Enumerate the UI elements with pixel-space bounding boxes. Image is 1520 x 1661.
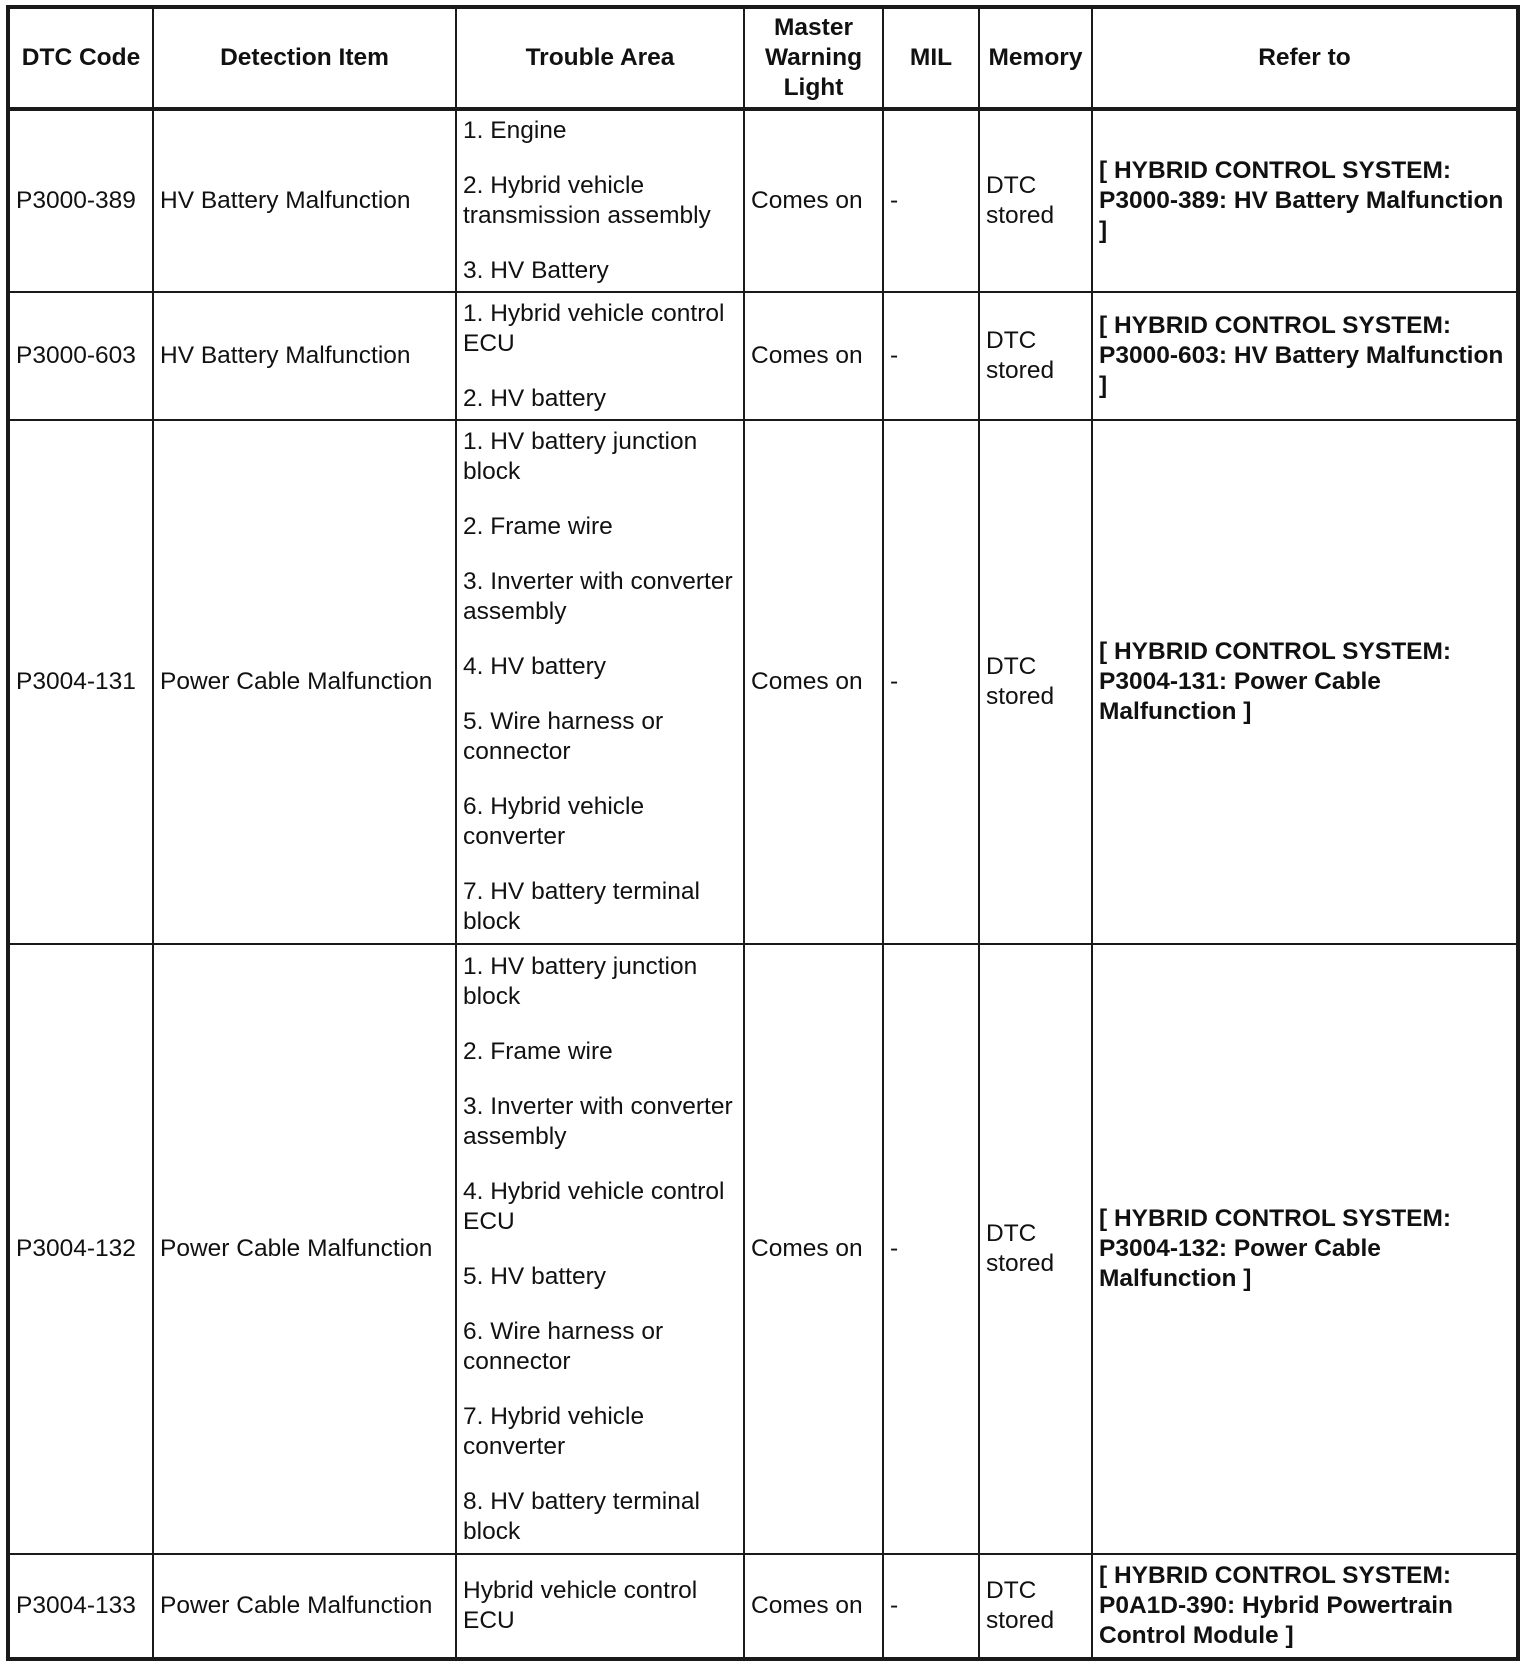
header-master-warning-light: Master Warning Light — [744, 7, 883, 109]
memory-cell: DTC stored — [979, 109, 1092, 292]
detection-item-cell: Power Cable Malfunction — [153, 944, 456, 1554]
trouble-area-item: 6. Wire harness or connector — [463, 1317, 664, 1375]
header-trouble-area: Trouble Area — [456, 7, 744, 109]
refer-to-cell — [1092, 420, 1518, 944]
header-refer-to: Refer to — [1092, 7, 1518, 109]
trouble-area-list — [463, 299, 737, 414]
dtc-code-cell: P3000-603 — [8, 292, 153, 420]
table-row — [8, 420, 1518, 944]
trouble-area-item: 1. HV battery junction block — [463, 952, 698, 1010]
header-row — [8, 7, 1518, 109]
master-warning-light-cell: Comes on — [744, 944, 883, 1554]
trouble-area-item: 3. HV Battery — [463, 257, 609, 284]
dtc-code-cell: P3004-132 — [8, 944, 153, 1554]
trouble-area-item: 3. Inverter with converter assembly — [463, 568, 733, 625]
trouble-area-item: 4. Hybrid vehicle control ECU — [463, 1177, 725, 1235]
header-mil: MIL — [883, 7, 979, 109]
trouble-area-item: Hybrid vehicle control ECU — [463, 1577, 698, 1634]
master-warning-light-cell: Comes on — [744, 420, 883, 944]
table-row — [8, 944, 1518, 1554]
trouble-area-list — [463, 116, 737, 286]
memory-cell: DTC stored — [979, 292, 1092, 420]
trouble-area-item: 1. Engine — [463, 117, 567, 144]
refer-to-cell — [1092, 109, 1518, 292]
trouble-area-item: 2. Frame wire — [463, 1037, 613, 1065]
detection-item-cell: HV Battery Malfunction — [153, 109, 456, 292]
trouble-area-item: 7. HV battery terminal block — [463, 878, 700, 935]
dtc-table — [6, 5, 1520, 1661]
detection-item-cell: HV Battery Malfunction — [153, 292, 456, 420]
dtc-code-cell: P3004-131 — [8, 420, 153, 944]
mil-cell: - — [883, 420, 979, 944]
mil-cell: - — [883, 1554, 979, 1659]
trouble-area-item: 4. HV battery — [463, 653, 606, 680]
refer-to-cell — [1092, 1554, 1518, 1659]
memory-cell: DTC stored — [979, 420, 1092, 944]
mil-cell: - — [883, 944, 979, 1554]
detection-item-cell: Power Cable Malfunction — [153, 1554, 456, 1659]
trouble-area-cell — [456, 1554, 744, 1659]
trouble-area-item: 3. Inverter with converter assembly — [463, 1092, 733, 1150]
header-dtc-code: DTC Code — [8, 7, 153, 109]
refer-to-link[interactable]: [ HYBRID CONTROL SYSTEM: P0A1D-390: Hybrid Powertrain Control Module ] — [1099, 1562, 1453, 1649]
trouble-area-item: 1. Hybrid vehicle control ECU — [463, 299, 725, 357]
refer-to-cell — [1092, 292, 1518, 420]
refer-to-link[interactable]: [ HYBRID CONTROL SYSTEM: P3004-132: Power Cable Malfunction ] — [1099, 1205, 1452, 1292]
trouble-area-item: 2. HV battery — [463, 384, 606, 412]
refer-to-link[interactable]: [ HYBRID CONTROL SYSTEM: P3000-603: HV Battery Malfunction ] — [1099, 312, 1504, 399]
trouble-area-cell — [456, 420, 744, 944]
dtc-code-cell: P3004-133 — [8, 1554, 153, 1659]
trouble-area-cell — [456, 292, 744, 420]
header-memory: Memory — [979, 7, 1092, 109]
dtc-code-cell: P3000-389 — [8, 109, 153, 292]
refer-to-cell — [1092, 944, 1518, 1554]
trouble-area-item: 5. HV battery — [463, 1262, 606, 1290]
memory-cell: DTC stored — [979, 1554, 1092, 1659]
trouble-area-item: 5. Wire harness or connector — [463, 708, 664, 765]
trouble-area-item: 6. Hybrid vehicle converter — [463, 793, 645, 850]
table-row — [8, 292, 1518, 420]
trouble-area-item: 2. Hybrid vehicle transmission assembly — [463, 172, 711, 229]
table-row — [8, 109, 1518, 292]
trouble-area-item: 2. Frame wire — [463, 513, 613, 540]
mil-cell: - — [883, 109, 979, 292]
header-detection-item: Detection Item — [153, 7, 456, 109]
memory-cell: DTC stored — [979, 944, 1092, 1554]
trouble-area-cell — [456, 944, 744, 1554]
master-warning-light-cell: Comes on — [744, 292, 883, 420]
master-warning-light-cell: Comes on — [744, 1554, 883, 1659]
trouble-area-list — [463, 1576, 737, 1636]
trouble-area-item: 1. HV battery junction block — [463, 428, 698, 485]
table-row — [8, 1554, 1518, 1659]
trouble-area-list — [463, 427, 737, 937]
refer-to-link[interactable]: [ HYBRID CONTROL SYSTEM: P3004-131: Power Cable Malfunction ] — [1099, 638, 1452, 725]
trouble-area-item: 8. HV battery terminal block — [463, 1487, 700, 1545]
trouble-area-item: 7. Hybrid vehicle converter — [463, 1402, 645, 1460]
trouble-area-list — [463, 952, 737, 1547]
trouble-area-cell — [456, 109, 744, 292]
mil-cell: - — [883, 292, 979, 420]
detection-item-cell: Power Cable Malfunction — [153, 420, 456, 944]
master-warning-light-cell: Comes on — [744, 109, 883, 292]
refer-to-link[interactable]: [ HYBRID CONTROL SYSTEM: P3000-389: HV Battery Malfunction ] — [1099, 157, 1504, 244]
